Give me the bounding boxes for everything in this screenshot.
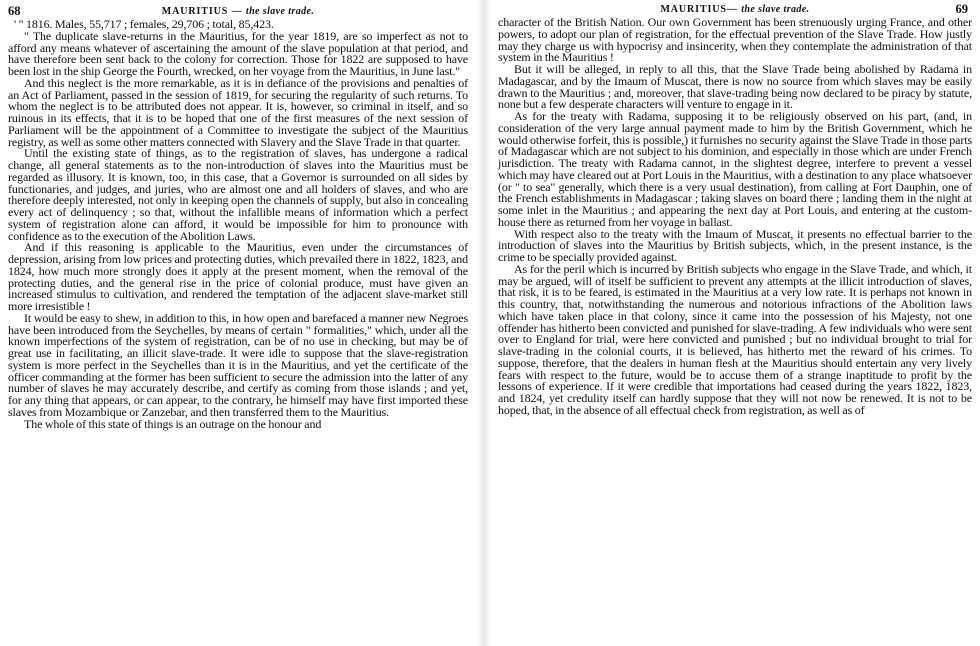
- paragraph: It would be easy to shew, in addition to this, in how open and barefaced a manner new Negroes have been introduced from the Seychelles, by means of certain " formalities," which, under all the known imperfections of the system of registration, can be of no use in checking, but may be of great use in facilitating, an illicit slave-trade. It were idle to suppose that the slave-registration system is more perfect in the Seychelles than it is in the Mauritius, and yet the certificate of the officer commanding at the former has been sufficient to secure the admission into the latter of any number of slaves he may accurately describe, and certify as coming from those islands ; and yet, for any thing that appears, or can appear, to the contrary, he himself may have first imported these slaves from Mozambique or Zanzebar, and then transferred them to the Mauritius.: [8, 310, 468, 419]
- paragraph: With respect also to the treaty with the Imaum of Muscat, it presents no effectual barrier to the introduction of slaves into the Mauritius by British subjects, which, in the present instance, is the crime to be specially provided against.: [498, 226, 972, 264]
- right-page-header: [498, 2, 972, 16]
- right-page-number: 69: [955, 2, 968, 16]
- paragraph: Until the existing state of things, as to the registration of slaves, has undergone a radical change, all general statements as to the non-introduction of slaves into the Mauritius must be regarded as illusory. It is known, too, in this case, that a Governor is surrounded on all sides by functionaries, and judges, and juries, who are almost one and all holders of slaves, and who are therefore deeply interested, not only in keeping open the channels of supply, but also in concealing every act of delinquency ; so that, without the infallible means of information which a perfect system of registration alone can afford, it would be impossible for him to pronounce with confidence as to the execution of the Abolition Laws.: [8, 146, 468, 243]
- paragraph: As for the peril which is incurred by British subjects who engage in the Slave Trade, and which, it may be argued, will of itself be sufficient to prevent any attempts at the illicit introduction of slaves, that risk, it is to be feared, is estimated in the Mauritius at a very low rate. It is perhaps not known in this country, that, notwithstanding the numerous and notorious infractions of the Abolition laws which have taken place in that colony, since it came into the possession of his Majesty, not one offender has hitherto been convicted and punished for slave-trading. A few individuals who were sent over to England for trial, were here convicted and punished ; but no individual brought to trial for slave-trading in the colonial courts, it is believed, has hitherto met the reward of his crimes. To suppose, therefore, that the dealers in human flesh at the Mauritius should entertain any very lively fears with respect to the future, would be to accuse them of a strange inaptitude to profit by the lessons of experience. If it were credible that importations had ceased during the years 1822, 1823, and 1824, yet credulity itself can hardly suppose that they will not now be renewed. It is not to be hoped, that, in the absence of all effectual check from registration, as well as of: [498, 261, 972, 417]
- paragraph: But it will be alleged, in reply to all this, that the Slave Trade being abolished by Radama in Madagascar, and by the Imaum of Muscat, there is now no source from which slaves may be easily drawn to the Mauritius ; and, moreover, that slave-trading being now declared to be piracy by statute, none but a few desperate characters will venture to engage in it.: [498, 62, 972, 112]
- paragraph: And if this reasoning is applicable to the Mauritius, even under the circumstances of depression, arising from low prices and protecting duties, which prevailed there in 1822, 1823, and 1824, how much more strongly does it apply at the present moment, when the removal of the protecting duties, and the general rise in the price of colonial produce, must have given an increased stimulus to cultivation, and rendered the temptation of the adjacent slave-market still more irresistible !: [8, 240, 468, 313]
- book-gutter: [476, 0, 492, 646]
- left-running-head: [8, 5, 468, 18]
- paragraph: The whole of this state of things is an outrage on the honour and: [24, 416, 322, 431]
- left-page: [0, 0, 476, 646]
- left-running-head-italic: the slave trade.: [245, 6, 315, 17]
- paragraph: ' " 1816. Males, 55,717 ; females, 29,706 ; total, 85,423.: [14, 17, 274, 31]
- right-running-head-italic: the slave trade.: [741, 4, 810, 15]
- left-page-number: 68: [8, 4, 21, 18]
- paragraph: As for the treaty with Radama, supposing it to be religiously observed on his part, (and, in consideration of the very large annual payment made to him by the British Government, which he would otherwise forfeit, this is possible,) it furnishes no security against the Slave Trade in those parts of Madagascar which are not subject to his dominion, and especially in those which are under French jurisdiction. The treaty with Radama cannot, in the slightest degree, interfere to prevent a vessel which may have cleared out at Port Louis in the Mauritius, with a destination to any place whatsoever (or " to sea" generally, which there is a very usual destination), from calling at Fort Dauphin, one of the French establishments in Madagascar ; taking slaves on board there ; landing them in the night at some inlet in the Mauritius ; and appearing the next day at Port Louis, and entering at the custom-house there as returned from her voyage in ballast.: [498, 109, 972, 229]
- right-page-body: [498, 17, 972, 417]
- left-page-body: [8, 19, 468, 430]
- left-page-header: [8, 4, 468, 18]
- paragraph: " The duplicate slave-returns in the Mauritius, for the year 1819, are so imperfect as not to afford any means whatever of ascertaining the amount of the slave population at that period, and have therefore been sent back to the colony for correction. Those for 1822 are supposed to have been lost in the ship George the Fourth, wrecked, on her voyage from the Mauritius, in June last.": [8, 28, 468, 78]
- right-running-head-text: MAURITIUS—: [660, 4, 738, 15]
- right-running-head: [498, 3, 972, 16]
- paragraph: character of the British Nation. Our own Government has been strenuously urging France, and other powers, to adopt our plan of registration, for the effectual prevention of the Slave Trade. How justly may they charge us with hypocrisy and insincerity, when they contemplate the administration of that system in the Mauritius !: [498, 15, 972, 65]
- right-page: [492, 0, 980, 646]
- paragraph: And this neglect is the more remarkable, as it is in defiance of the provisions and penalties of an Act of Parliament, passed in the session of 1819, for securing the regularity of such returns. To whom the neglect is to be attributed does not appear. It is, however, so criminal in itself, and so ruinous in its effects, that it is to be hoped that one of the first measures of the next session of Parliament will be the appointment of a Committee to investigate the subject of the Mauritius registry, as well as some other matters connected with Slavery and the Slave Trade in that quarter.: [8, 75, 468, 149]
- left-running-head-text: MAURITIUS —: [161, 6, 243, 17]
